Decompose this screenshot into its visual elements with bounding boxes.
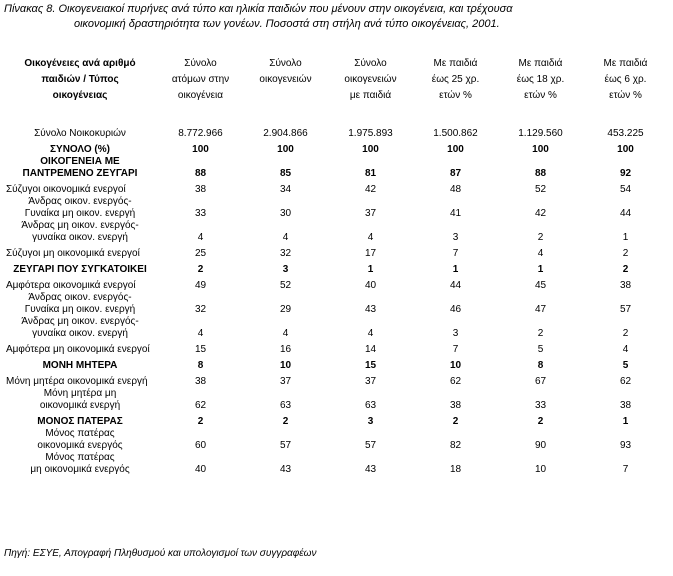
header-label-line: οικογένειας [52,90,108,101]
table-cell: 32 [194,304,207,315]
table-cell: 40 [194,464,207,475]
table-cell: 7 [452,344,459,355]
table-cell: 38 [449,400,462,411]
table-cell: 29 [279,304,292,315]
row-label [2,156,158,180]
table-cell: 100 [532,144,549,155]
row-label-line: Άνδρας οικον. ενεργός- [28,292,132,303]
table-cell: 37 [364,376,377,387]
row-label [2,292,158,316]
row-label [2,276,158,292]
table-cell: 92 [619,168,632,179]
column-header [583,54,668,104]
table-row [2,340,668,356]
row-label-line: ΟΙΚΟΓΕΝΕΙΑ ΜΕ [40,156,120,167]
table-cell: 41 [449,208,462,219]
table-cell: 2 [622,264,629,275]
row-label-line: οικονομικά ενεργή [39,400,121,411]
table-cell: 44 [449,280,462,291]
table-cell: 46 [449,304,462,315]
table-cell: 7 [452,248,459,259]
table-cell: 38 [194,184,207,195]
table-cell: 62 [194,400,207,411]
row-label-line: ΜΟΝΗ ΜΗΤΕΡΑ [42,360,118,371]
row-label-line: Μόνη μητέρα οικονομικά ενεργή [6,376,148,387]
table-cell: 1 [622,416,629,427]
table-cell: 34 [279,184,292,195]
column-header-line: ατόμων στην [171,74,230,85]
table-row [2,260,668,276]
column-header-line: οικογενειών [259,74,312,85]
row-label [2,428,158,452]
row-label-line: Σύζυγοι μη οικονομικά ενεργοί [6,248,140,259]
table-cell: 52 [279,280,292,291]
column-header-line: ετών % [439,90,472,101]
table-cell: 62 [619,376,632,387]
table-cell: 1 [452,264,459,275]
table-cell: 40 [364,280,377,291]
row-label [2,244,158,260]
table-cell: 93 [619,440,632,451]
table-header [2,54,668,124]
header-label-line: παιδιών / Τύπος [41,74,119,85]
table-row [2,140,668,156]
column-header-line: έως 18 χρ. [516,74,565,85]
table-cell: 15 [364,360,377,371]
row-label-line: ΖΕΥΓΑΡΙ ΠΟΥ ΣΥΓΚΑΤΟΙΚΕΙ [13,264,147,275]
table-cell: 4 [197,328,204,339]
header-row-label [2,54,158,104]
table-cell: 2 [282,416,289,427]
row-label [2,124,158,140]
row-label [2,452,158,476]
table-cell: 3 [452,328,459,339]
header-spacer [2,104,668,124]
table-cell: 1.500.862 [433,128,478,139]
table-cell: 43 [279,464,292,475]
table-cell: 3 [282,264,289,275]
table-cell: 60 [194,440,207,451]
row-label-line: ΣΥΝΟΛΟ (%) [50,144,110,155]
table-cell: 52 [534,184,547,195]
table-cell: 5 [537,344,544,355]
column-header-line: Σύνολο [354,58,387,69]
table-cell: 2.904.866 [263,128,308,139]
column-header [243,54,328,104]
table-row [2,356,668,372]
table-cell: 2 [537,232,544,243]
row-label [2,340,158,356]
row-label-line: Άνδρας μη οικον. ενεργός- [21,220,139,231]
table-cell: 37 [279,376,292,387]
table-cell: 18 [449,464,462,475]
table-cell: 38 [619,280,632,291]
table-cell: 85 [279,168,292,179]
table-cell: 4 [282,232,289,243]
row-label [2,388,158,412]
table-row [2,276,668,292]
caption-line-2: οικονομική δραστηριότητα των γονέων. Ποσοστά στη στήλη ανά τύπο οικογένειας, 2001. [74,18,500,30]
column-header-line: Σύνολο [184,58,217,69]
column-header [413,54,498,104]
table-cell: 38 [619,400,632,411]
table-cell: 57 [279,440,292,451]
table-cell: 87 [449,168,462,179]
table-cell: 17 [364,248,377,259]
table-cell: 33 [194,208,207,219]
table-cell: 2 [452,416,459,427]
column-header-line: οικογένεια [177,90,224,101]
table-cell: 67 [534,376,547,387]
row-label [2,220,158,244]
table-cell: 45 [534,280,547,291]
table-cell: 2 [197,416,204,427]
table-cell: 4 [537,248,544,259]
row-label-line: γυναίκα οικον. ενεργή [32,232,128,243]
table-cell: 90 [534,440,547,451]
table-cell: 38 [194,376,207,387]
table-cell: 3 [452,232,459,243]
table-cell: 42 [534,208,547,219]
table-row [2,412,668,428]
column-header [158,54,243,104]
table-cell: 63 [364,400,377,411]
table-cell: 49 [194,280,207,291]
table-cell: 81 [364,168,377,179]
table-cell: 2 [537,416,544,427]
row-label [2,316,158,340]
table-cell: 25 [194,248,207,259]
column-header-line: οικογενειών [344,74,397,85]
table-cell: 10 [534,464,547,475]
table-row [2,220,668,244]
table-cell: 37 [364,208,377,219]
row-label [2,372,158,388]
row-label-line: οικονομικά ενεργός [37,440,123,451]
table-row [2,428,668,452]
table-cell: 8.772.966 [178,128,223,139]
column-header-line: ετών % [609,90,642,101]
table-cell: 1 [367,264,374,275]
column-header [498,54,583,104]
table-cell: 8 [197,360,204,371]
table-cell: 4 [367,232,374,243]
table-row [2,292,668,316]
table-cell: 82 [449,440,462,451]
row-label-line: Αμφότερα μη οικονομικά ενεργοί [6,344,150,355]
data-table [2,54,668,476]
header-label-line: Οικογένειες ανά αριθμό [24,58,136,69]
table-row [2,388,668,412]
table-row [2,452,668,476]
table-cell: 63 [279,400,292,411]
table-cell: 3 [367,416,374,427]
table-cell: 100 [192,144,209,155]
table-body [2,124,668,476]
table-row [2,124,668,140]
table-cell: 10 [449,360,462,371]
table-cell: 48 [449,184,462,195]
table-cell: 47 [534,304,547,315]
table-cell: 4 [622,344,629,355]
table-cell: 2 [622,328,629,339]
row-label-line: μη οικονομικά ενεργός [30,464,130,475]
table-cell: 33 [534,400,547,411]
table-cell: 1 [622,232,629,243]
table-cell: 2 [537,328,544,339]
row-label [2,412,158,428]
row-label [2,196,158,220]
table-cell: 32 [279,248,292,259]
table-cell: 62 [449,376,462,387]
table-row [2,372,668,388]
row-label-line: Αμφότερα οικονομικά ενεργοί [6,280,136,291]
row-label-line: Μόνος πατέρας [45,452,115,463]
source-note: Πηγή: ΕΣΥΕ, Απογραφή Πληθυσμού και υπολογισμοί των συγγραφέων [4,548,317,559]
caption-line-1: Πίνακας 8. Οικογενειακοί πυρήνες ανά τύπο και ηλικία παιδιών που μένουν στην οικογένεια, και τρέχουσα [4,3,513,15]
row-label [2,260,158,276]
table-cell: 54 [619,184,632,195]
table-cell: 1 [537,264,544,275]
table-cell: 57 [364,440,377,451]
table-cell: 43 [364,304,377,315]
table-cell: 5 [622,360,629,371]
table-row [2,156,668,180]
table-cell: 1.975.893 [348,128,393,139]
row-label-line: ΜΟΝΟΣ ΠΑΤΕΡΑΣ [37,416,123,427]
table-cell: 4 [367,328,374,339]
table-cell: 2 [622,248,629,259]
table-cell: 43 [364,464,377,475]
row-label-line: ΠΑΝΤΡΕΜΕΝΟ ΖΕΥΓΑΡΙ [22,168,138,179]
table-cell: 100 [277,144,294,155]
row-label [2,140,158,156]
column-header-line: ετών % [524,90,557,101]
table-cell: 30 [279,208,292,219]
table-cell: 453.225 [607,128,644,139]
column-header-line: Με παιδιά [433,58,478,69]
row-label-line: Γυναίκα μη οικον. ενεργή [24,208,136,219]
table-row [2,244,668,260]
row-label-line: Μόνος πατέρας [45,428,115,439]
column-header-line: Με παιδιά [518,58,563,69]
table-cell: 14 [364,344,377,355]
table-cell: 57 [619,304,632,315]
row-label [2,180,158,196]
column-header-line: Με παιδιά [603,58,648,69]
column-header [328,54,413,104]
column-header-line: έως 25 χρ. [431,74,480,85]
table-cell: 7 [622,464,629,475]
table-cell: 100 [362,144,379,155]
column-header-line: με παιδιά [349,90,392,101]
row-label-line: Γυναίκα μη οικον. ενεργή [24,304,136,315]
row-label-line: Μόνη μητέρα μη [43,388,117,399]
table-cell: 2 [197,264,204,275]
table-cell: 88 [194,168,207,179]
table-row [2,316,668,340]
table-cell: 15 [194,344,207,355]
table-cell: 100 [447,144,464,155]
table-cell: 100 [617,144,634,155]
column-header-line: έως 6 χρ. [604,74,647,85]
table-row [2,180,668,196]
row-label-line: Άνδρας οικον. ενεργός- [28,196,132,207]
table-cell: 8 [537,360,544,371]
table-caption [4,2,668,32]
table-cell: 4 [197,232,204,243]
table-row [2,196,668,220]
table-cell: 4 [282,328,289,339]
row-label-line: Σύνολο Νοικοκυριών [34,128,126,139]
column-header-line: Σύνολο [269,58,302,69]
table-cell: 16 [279,344,292,355]
row-label [2,356,158,372]
table-cell: 1.129.560 [518,128,563,139]
row-label-line: Άνδρας μη οικον. ενεργός- [21,316,139,327]
table-cell: 44 [619,208,632,219]
row-label-line: Σύζυγοι οικονομικά ενεργοί [6,184,126,195]
table-cell: 88 [534,168,547,179]
table-cell: 42 [364,184,377,195]
row-label-line: γυναίκα οικον. ενεργή [32,328,128,339]
table-cell: 10 [279,360,292,371]
